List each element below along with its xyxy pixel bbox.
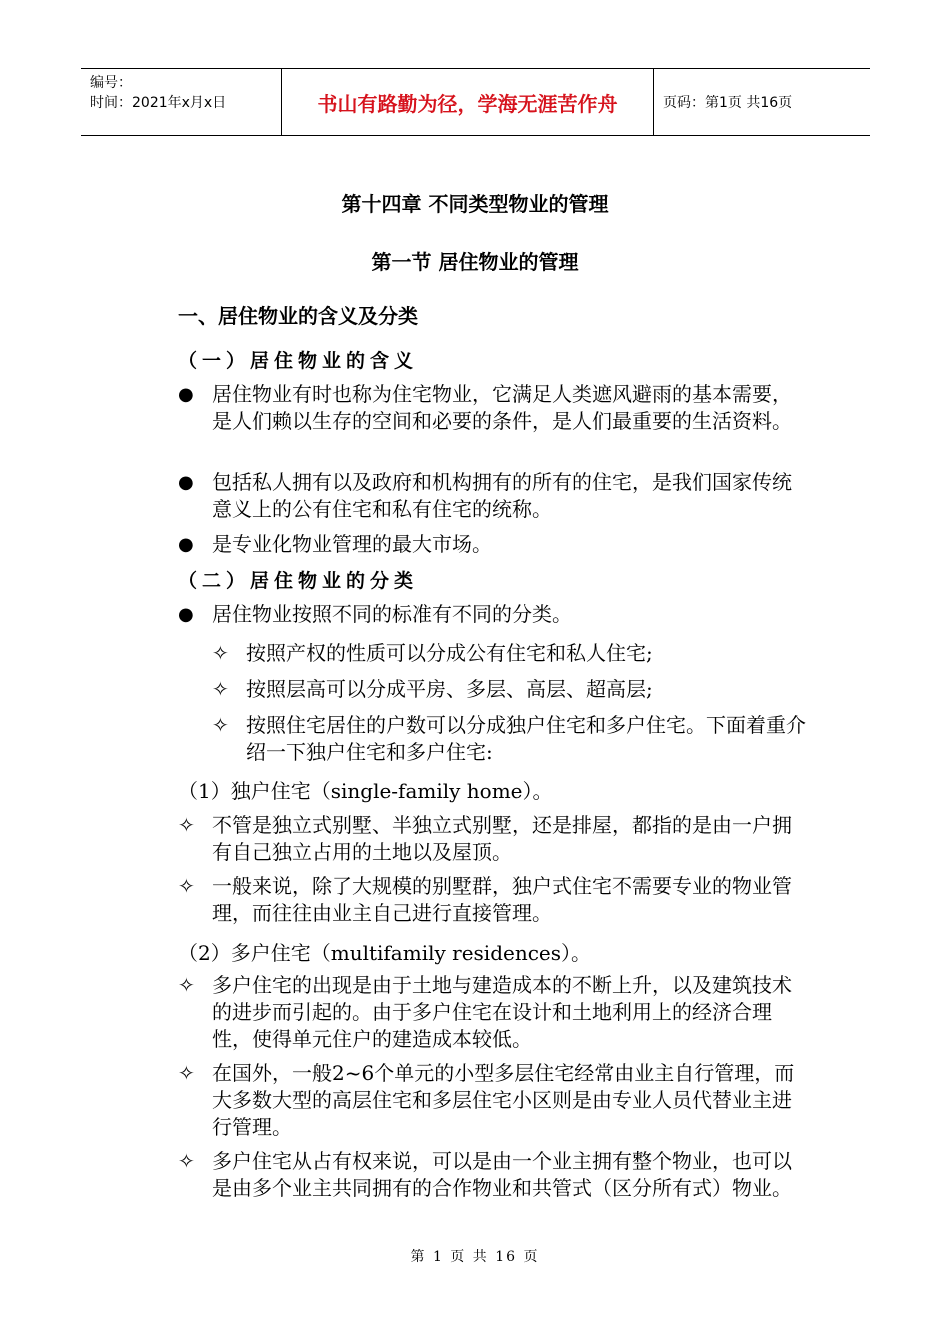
list-item: ● 是专业化物业管理的最大市场。 <box>178 532 492 556</box>
page-header <box>81 68 870 136</box>
list-item: ● 居住物业有时也称为住宅物业，它满足人类遮风避雨的基本需要，是人们赖以生存的空间和必要的条件，是人们最重要的生活资料。 <box>178 382 792 433</box>
bullet-icon: ● <box>178 472 194 493</box>
diamond-icon: ✧ <box>178 813 195 837</box>
diamond-icon: ✧ <box>212 641 229 665</box>
list-item: ✧ 多户住宅从占有权来说，可以是由一个业主拥有整个物业，也可以是由多个业主共同拥有的合作物业和共管式（区分所有式）物业。 <box>178 1149 792 1200</box>
header-motto: 书山有路勤为径，学海无涯苦作舟 <box>281 69 654 135</box>
bullet-icon: ● <box>178 534 194 555</box>
heading-1: 一、居住物业的含义及分类 <box>178 304 418 328</box>
page-footer: 第 1 页 共 16 页 <box>410 1249 540 1265</box>
section-title: 第一节 居住物业的管理 <box>371 250 579 274</box>
list-item: ✧ 按照层高可以分成平房、多层、高层、超高层; <box>212 677 653 701</box>
subheading-meaning: （一）居住物业的含义 <box>178 350 419 372</box>
bullet-icon: ● <box>178 604 194 625</box>
diamond-icon: ✧ <box>178 874 195 898</box>
list-item: ✧ 一般来说，除了大规模的别墅群，独户式住宅不需要专业的物业管理，而往往由业主自己进行直接管理。 <box>178 874 792 925</box>
bullet-icon: ● <box>178 384 194 405</box>
list-item: ● 包括私人拥有以及政府和机构拥有的所有的住宅，是我们国家传统意义上的公有住宅和私有住宅的统称。 <box>178 470 792 521</box>
list-item: ✧ 在国外，一般2~6个单元的小型多层住宅经常由业主自行管理，而大多数大型的高层住宅和多层住宅小区则是由专业人员代替业主进行管理。 <box>178 1061 795 1139</box>
diamond-icon: ✧ <box>212 677 229 701</box>
date-label: 时间：2021年x月x日 <box>90 95 227 111</box>
list-item: ✧ 按照住宅居住的户数可以分成独户住宅和多户住宅。下面着重介绍一下独户住宅和多户住宅: <box>212 713 806 764</box>
list-item: ✧ 按照产权的性质可以分成公有住宅和私人住宅; <box>212 641 653 665</box>
subheading-classification: （二）居住物业的分类 <box>178 570 419 592</box>
chapter-title: 第十四章 不同类型物业的管理 <box>341 192 609 216</box>
header-meta <box>81 69 281 135</box>
list-item: ✧ 多户住宅的出现是由于土地与建造成本的不断上升，以及建筑技术的进步而引起的。由于多户住宅在设计和土地利用上的经济合理性，使得单元住户的建造成本较低。 <box>178 973 792 1051</box>
diamond-icon: ✧ <box>178 1149 195 1173</box>
multi-family-title: （2）多户住宅（multifamily residences）。 <box>178 941 592 965</box>
header-page-info: 页码：第1页 共16页 <box>663 95 793 111</box>
number-label: 编号： <box>90 75 132 91</box>
diamond-icon: ✧ <box>178 973 195 997</box>
single-family-title: （1）独户住宅（single-family home）。 <box>178 779 553 803</box>
list-item: ✧ 不管是独立式别墅、半独立式别墅，还是排屋，都指的是由一户拥有自己独立占用的土地以及屋顶。 <box>178 813 792 864</box>
list-item: ● 居住物业按照不同的标准有不同的分类。 <box>178 602 572 626</box>
diamond-icon: ✧ <box>212 713 229 737</box>
diamond-icon: ✧ <box>178 1061 195 1085</box>
